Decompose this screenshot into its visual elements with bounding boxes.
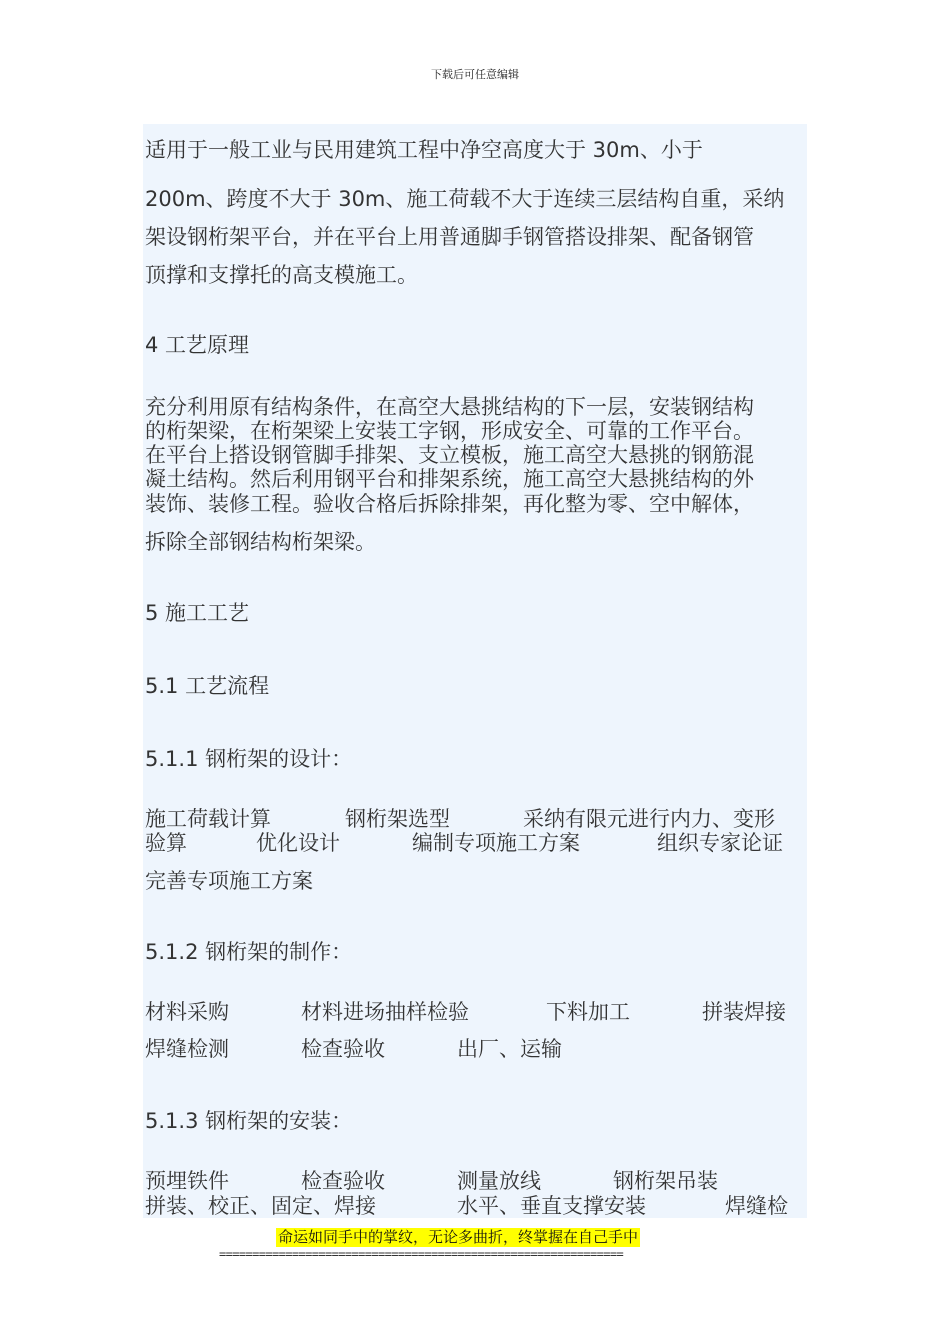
subsection-heading: 5.1.1 钢桁架的设计： — [145, 747, 353, 771]
paragraph-line: 的桁架梁，在桁架梁上安装工字钢，形成安全、可靠的工作平台。 — [145, 419, 754, 443]
paragraph-line: 装饰、装修工程。验收合格后拆除排架，再化整为零、空中解体， — [145, 492, 754, 516]
paragraph-line: 顶撑和支撑托的高支模施工。 — [145, 263, 418, 287]
flow-step: 完善专项施工方案 — [145, 869, 313, 893]
flow-row — [145, 1037, 805, 1061]
flow-step: 编制专项施工方案 — [412, 831, 580, 855]
flow-step: 采纳有限元进行内力、变形 — [523, 807, 775, 831]
flow-step: 施工荷载计算 — [145, 807, 271, 831]
flow-step: 焊缝检 — [725, 1194, 788, 1218]
flow-step: 材料采购 — [145, 1000, 229, 1024]
flow-step: 钢桁架选型 — [345, 807, 450, 831]
flow-step: 检查验收 — [301, 1037, 385, 1061]
flow-step: 出厂、运输 — [457, 1037, 562, 1061]
flow-step: 焊缝检测 — [145, 1037, 229, 1061]
flow-step: 拼装焊接 — [702, 1000, 786, 1024]
flow-step: 材料进场抽样检验 — [301, 1000, 469, 1024]
flow-row — [145, 831, 805, 855]
paragraph-line: 适用于一般工业与民用建筑工程中净空高度大于 30m、小于 — [145, 138, 703, 162]
flow-step: 验算 — [145, 831, 187, 855]
flow-step: 下料加工 — [546, 1000, 630, 1024]
flow-step: 钢桁架吊装 — [613, 1169, 718, 1193]
paragraph-line: 凝土结构。然后利用钢平台和排架系统，施工高空大悬挑结构的外 — [145, 467, 754, 491]
flow-step: 预埋铁件 — [145, 1169, 229, 1193]
flow-row — [145, 869, 805, 893]
flow-row — [145, 1169, 805, 1193]
subsection-heading: 5.1.3 钢桁架的安装： — [145, 1109, 353, 1133]
flow-row — [145, 1194, 805, 1218]
paragraph-line: 拆除全部钢结构桁架梁。 — [145, 530, 376, 554]
flow-row — [145, 1000, 805, 1024]
flow-step: 水平、垂直支撑安装 — [457, 1194, 646, 1218]
paragraph-line: 充分利用原有结构条件，在高空大悬挑结构的下一层，安装钢结构 — [145, 395, 754, 419]
flow-step: 拼装、校正、固定、焊接 — [145, 1194, 376, 1218]
subsection-heading: 5.1 工艺流程 — [145, 674, 270, 698]
flow-step: 优化设计 — [256, 831, 340, 855]
flow-step: 测量放线 — [457, 1169, 541, 1193]
section-heading: 4 工艺原理 — [145, 333, 250, 357]
page-header: 下载后可任意编辑 — [431, 68, 519, 81]
paragraph-line: 200m、跨度不大于 30m、施工荷载不大于连续三层结构自重，采纳 — [145, 187, 785, 211]
section-heading: 5 施工工艺 — [145, 601, 250, 625]
paragraph-line: 架设钢桁架平台，并在平台上用普通脚手钢管搭设排架、配备钢管 — [145, 225, 754, 249]
paragraph-line: 在平台上搭设钢管脚手排架、支立模板，施工高空大悬挑的钢筋混 — [145, 443, 754, 467]
subsection-heading: 5.1.2 钢桁架的制作： — [145, 940, 353, 964]
flow-step: 检查验收 — [301, 1169, 385, 1193]
flow-step: 组织专家论证 — [657, 831, 783, 855]
footer-divider: ============================================================= — [219, 1247, 624, 1261]
flow-row — [145, 807, 805, 831]
footer-banner: 命运如同手中的掌纹，无论多曲折，终掌握在自己手中 — [278, 1228, 639, 1246]
